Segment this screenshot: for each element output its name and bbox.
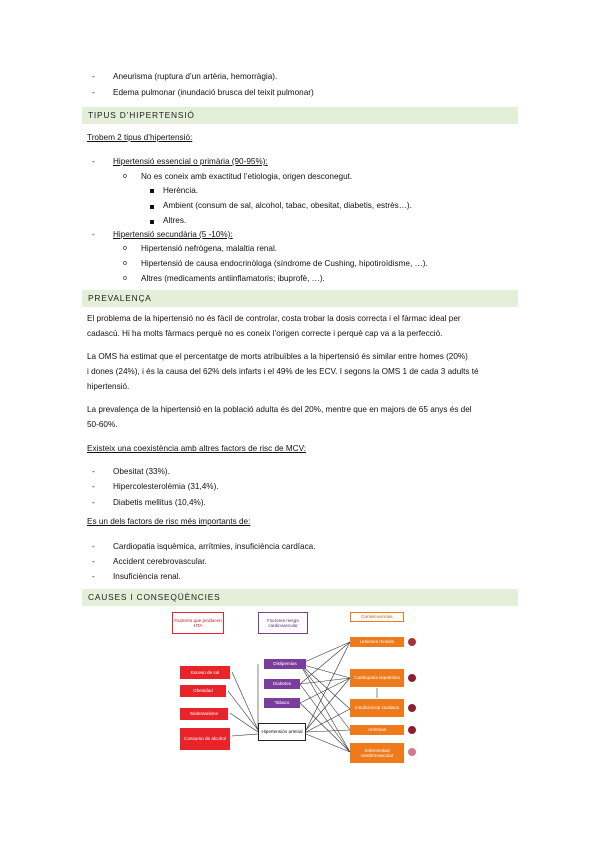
list-item: Insuficiència renal. [113,572,181,581]
list-item: Altres (medicaments antiinflamatoris; ibuprofè, …). [141,274,325,283]
factor-alcohol: Consumo de alcohol [180,728,230,750]
coexist-heading: Existeix una coexistència amb altres factors de risc de MCV: [87,444,307,453]
paragraph-line: 50-60%. [87,420,118,429]
list-item: Accident cerebrovascular. [113,557,207,566]
hypertension-center: Hipertensión arterial [258,723,306,741]
brain-icon [408,748,416,756]
risk-tabaco: Tabaco [264,698,300,708]
square-bullet [150,189,154,193]
list-dash: - [92,482,95,491]
square-bullet [150,205,154,209]
section-heading-causes: CAUSES I CONSEQÜÈNCIES [82,589,518,606]
factors-heading: Es un dels factors de risc més importants de: [87,517,251,526]
list-dash: - [92,467,95,476]
list-item: Hipertensió de causa endocrinòloga (síndrome de Cushing, hipotiroïdisme, …). [141,259,428,268]
list-dash: - [92,88,95,97]
list-dash: - [92,72,95,81]
list-item: Diabetis mellitus (10,4%). [113,498,206,507]
consequence-cardiopatia: Cardiopatía isquémica [350,669,404,687]
list-item: Obesitat (33%). [113,467,170,476]
list-dash: - [92,572,95,581]
consequence-arritmias: Arritmias [350,725,404,735]
paragraph-line: i dones (24%), i és la causa del 62% dels infarts i el 49% de les ECV. I segons la OMS 1 de cada 3 adults té [87,367,479,376]
list-dash: - [92,157,95,166]
heart-icon [408,704,416,712]
list-item: Hipercolesterolèmia (31,4%). [113,482,219,491]
consequence-cerebrovascular: Enfermedad cerebrovascular [350,743,404,763]
circle-bullet: o [123,275,127,282]
circle-bullet: o [123,260,127,267]
causes-diagram [170,612,432,772]
list-dash: - [92,542,95,551]
risk-dislipemias: Dislipemias [264,659,306,669]
circle-bullet: o [123,173,127,180]
essencial-heading: Hipertensió essencial o primària (90-95%): [113,157,268,166]
list-item: Ambient (consum de sal, alcohol, tabac, obesitat, diabetis, estrès…). [163,201,412,210]
list-item: Cardiopatia isquèmica, arrítmies, insuficiència cardíaca. [113,542,316,551]
header-consequences: Consecuencias [350,612,404,622]
heart-icon [408,726,416,734]
circle-bullet: o [123,245,127,252]
consequence-lesiones-renales: Lesiones renales [350,637,404,647]
list-item: Edema pulmonar (inundació brusca del teixit pulmonar) [113,88,314,97]
consequence-insuficiencia: Insuficiencia cardiaca [350,699,404,717]
square-bullet [150,220,154,224]
paragraph-line: La prevalença de la hipertensió en la població adulta és del 20%, mentre que en majors de 65 anys és del [87,405,472,414]
list-dash: - [92,230,95,239]
list-item: Hipertensió nefrògena, malaltia renal. [141,244,278,253]
paragraph-line: El problema de la hipertensió no és fàcil de controlar, costa trobar la dosis correcta i el fàrmac ideal per [87,314,461,323]
list-item: Herència. [163,186,199,195]
factor-sedentarismo: Sedentarismo [180,708,228,720]
list-dash: - [92,557,95,566]
paragraph-line: La OMS ha estimat que el percentatge de morts atribuïbles a la hipertensió és similar entre homes (20%) [87,352,468,361]
list-item: Altres. [163,216,187,225]
risk-diabetes: Diabetes [264,679,300,689]
paragraph-line: cadascú. Hi ha molts fàrmacs perquè no es coneix l’origen correcte i perquè cap va a la perfecció. [87,329,443,338]
factor-obesidad: Obesidad [180,685,226,697]
section-heading-tipus: TIPUS D’HIPERTENSIÓ [82,107,518,124]
heart-icon [408,674,416,682]
tipus-intro: Trobem 2 tipus d’hipertensió: [87,133,193,142]
header-risk-factors: Factores riesgo cardiovascular [258,612,308,634]
factor-exceso-sal: Exceso de sal [180,666,230,679]
secundaria-heading: Hipertensió secundària (5 -10%): [113,230,233,239]
kidney-icon [408,638,416,646]
list-item: Aneurisma (ruptura d’un artèria, hemorràgia). [113,72,278,81]
header-factors-hta: Factores que producen HTA [172,612,224,634]
list-dash: - [92,498,95,507]
section-heading-prevalenca: PREVALENÇA [82,290,518,307]
essencial-desc: No es coneix amb exactitud l’etiologia, origen desconegut. [141,172,353,181]
paragraph-line: hipertensió. [87,382,130,391]
